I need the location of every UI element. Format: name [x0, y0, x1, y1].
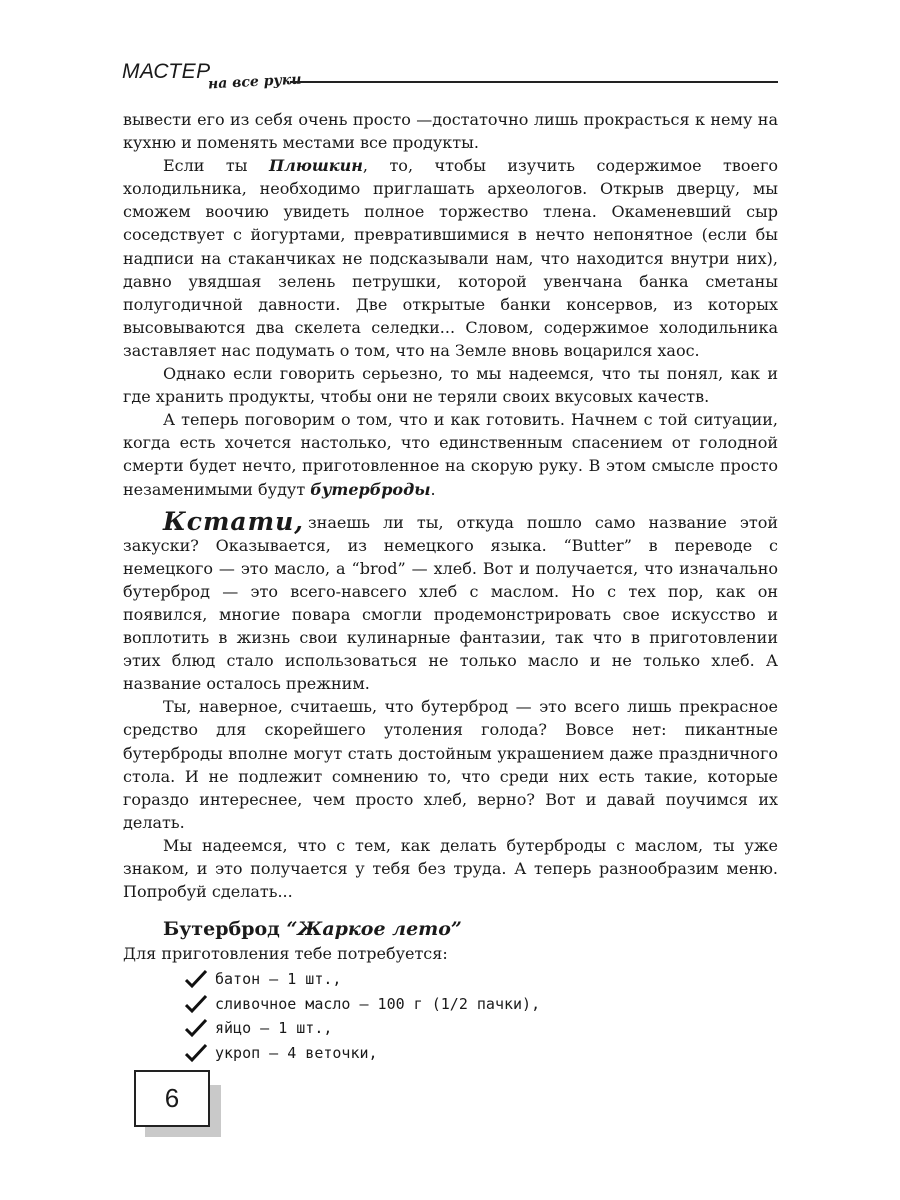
- header-brand-main: МАСТЕР: [122, 60, 211, 83]
- recipe-title: [163, 915, 778, 943]
- paragraph-plyushkin-rest: , то, чтобы изучить содержимое твоего холодильника, необходимо приглашать археологов. Открыв дверцу, мы сможем воочию увидеть полное торжество тлена. Окаменевший сыр соседствует с йогуртами, превратившимися в нечто непонятное (если бы надписи на стаканчиках не подсказывали нам, что находится внутри них), давно увядшая зелень петрушки, которой увенчана банка сметаны полугодичной давности. Две открытые банки консервов, из которых высовываются два скелета селедки... Словом, содержимое холодильника заставляет нас подумать о том, что на Земле вновь воцарился хаос.: [123, 156, 779, 360]
- ingredient-item: [185, 992, 778, 1017]
- ingredient-text: укроп — 4 веточки,: [215, 1043, 378, 1062]
- recipe-title-prefix: Бутерброд: [163, 918, 287, 941]
- paragraph-serious: Однако если говорить серьезно, то мы надеемся, что ты понял, как и где хранить продукты, чтобы они не теряли своих вкусовых качеств.: [123, 364, 778, 407]
- header-brand-sub: на все руки: [207, 71, 302, 93]
- ingredient-list: [185, 967, 778, 1065]
- sandwiches-emphasis: бутерброды: [310, 479, 431, 499]
- running-header: [122, 58, 778, 98]
- recipe-title-name: “Жаркое лето”: [286, 918, 462, 941]
- check-icon: [185, 1043, 207, 1063]
- ingredient-item: [185, 1016, 778, 1041]
- check-icon: [185, 1018, 207, 1038]
- paragraph-cook-end: .: [430, 479, 436, 499]
- paragraph-plyushkin-start: Если ты: [163, 156, 269, 176]
- page-number: 6: [164, 1083, 180, 1113]
- check-icon: [185, 994, 207, 1014]
- ingredient-item: [185, 967, 778, 992]
- paragraph-plyushkin: [123, 154, 778, 362]
- paragraph-not-just-hunger: Ты, наверное, считаешь, что бутерброд — это всего лишь прекрасное средство для скорейшего утоления голода? Вовсе нет: пикантные бутерброды вполне могут стать достойным украшением даже праздничного стола. И не подлежит сомнению то, что среди них есть такие, которые гораздо интереснее, чем просто хлеб, верно? Вот и давай поучимся их делать.: [123, 697, 778, 832]
- ingredient-item: [185, 1041, 778, 1066]
- header-rule: [290, 81, 778, 83]
- paragraph-what-to-cook: [123, 408, 778, 500]
- kstati-label: Кстати,: [163, 506, 304, 536]
- ingredient-text: сливочное масло — 100 г (1/2 пачки),: [215, 994, 541, 1013]
- recipe-intro: Для приготовления тебе потребуется:: [123, 944, 448, 964]
- paragraph-cook-start: А теперь поговорим о том, что и как готовить. Начнем с той ситуации, когда есть хочется настолько, что единственным спасением от голодной смерти будет нечто, приготовленное на скорую руку. В этом смысле просто незаменимыми будут: [123, 410, 778, 499]
- paragraph-kstati: [123, 506, 778, 696]
- page-number-box: [134, 1070, 210, 1127]
- ingredient-text: яйцо — 1 шт.,: [215, 1019, 333, 1038]
- paragraph-try: Мы надеемся, что с тем, как делать бутерброды с маслом, ты уже знаком, и это получается у тебя без труда. А теперь разнообразим меню. Попробуй сделать...: [123, 835, 778, 902]
- check-icon: [185, 969, 207, 989]
- paragraph-continuation: вывести его из себя очень просто —достаточно лишь прокрасться к нему на кухню и поменять местами все продукты.: [123, 110, 778, 153]
- page-body: [123, 108, 778, 1065]
- paragraph-kstati-text: знаешь ли ты, откуда пошло само название этой закуски? Оказывается, из немецкого языка. “Butter” в переводе с немецкого — это масло, а “brod” — хлеб. Вот и получается, что изначально бутерброд — это всего-навсего хлеб с маслом. Но с тех пор, как он появился, многие повара смогли продемонстрировать свое искусство и воплотить в жизнь свои кулинарные фантазии, так что в приготовлении этих блюд стало использоваться не только масло и не только хлеб. А название осталось прежним.: [123, 512, 778, 694]
- ingredient-text: батон — 1 шт.,: [215, 970, 342, 989]
- plyushkin-emphasis: Плюшкин: [269, 156, 363, 176]
